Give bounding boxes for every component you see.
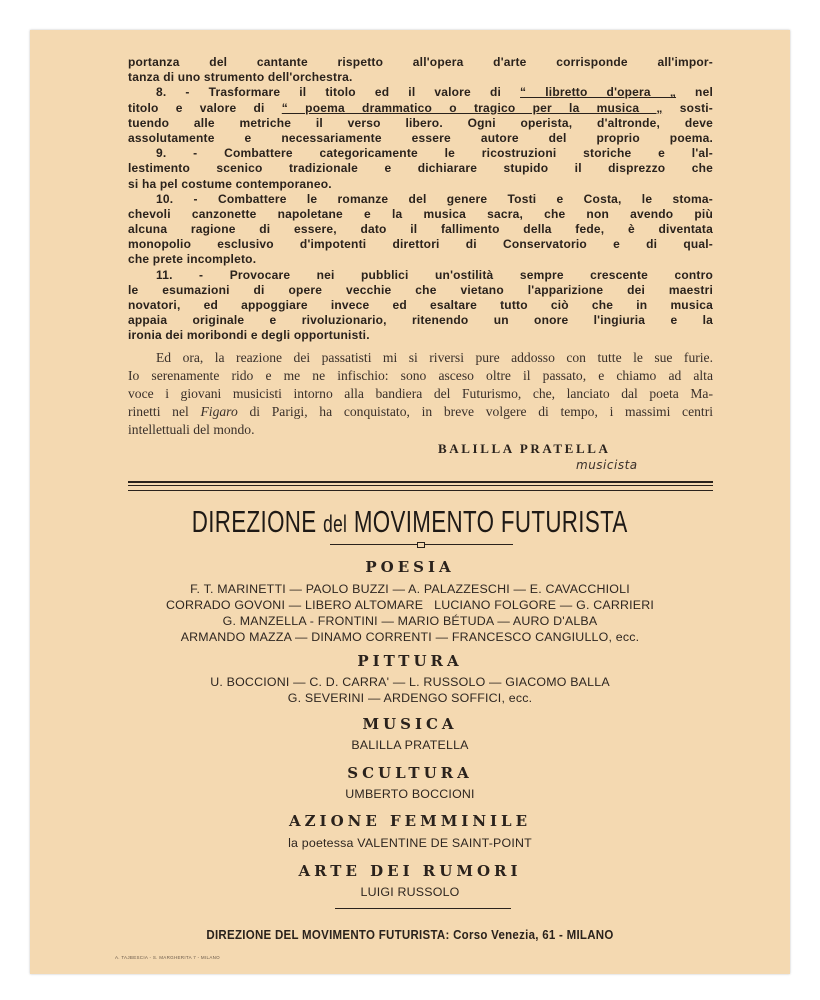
text-line: portanza del cantante rispetto all'opera d'arte corrisponde all'impor- bbox=[128, 55, 713, 69]
section-heading: POESIA bbox=[365, 558, 455, 576]
section-heading: ARTE DEI RUMORI bbox=[298, 862, 522, 880]
member-names: ARMANDO MAZZA — DINAMO CORRENTI — FRANCESCO CANGIULLO, ecc. bbox=[180, 630, 640, 644]
footer-address-wrap bbox=[0, 927, 820, 943]
text-line: lestimento scenico tradizionale e dichiarare stupido il disprezzo che bbox=[128, 161, 713, 176]
member-names: CORRADO GOVONI — LIBERO ALTOMARE LUCIANO FOLGORE — G. CARRIERI bbox=[165, 598, 655, 612]
closing-paragraph bbox=[128, 349, 713, 439]
text-line: assolutamente e necessariamente essere autore del proprio poema. bbox=[128, 130, 713, 145]
text-line: le esumazioni di opere vecchie che vietano l'apparizione dei maestri bbox=[128, 282, 713, 297]
text-line: 10. - Combattere le romanze del genere Tosti e Costa, le stoma- bbox=[156, 191, 713, 206]
section-heading: MUSICA bbox=[362, 715, 458, 733]
member-names: UMBERTO BOCCIONI bbox=[345, 787, 475, 801]
text-line: chevoli canzonette napoletane e la musica sacra, che non avendo più bbox=[128, 206, 713, 221]
footer-divider bbox=[335, 908, 511, 909]
text-line: alcuna ragione di essere, dato il fallimento della fede, è diventata bbox=[128, 222, 713, 237]
text-line: 11. - Provocare nei pubblici un'ostilità sempre crescente contro bbox=[156, 267, 713, 282]
double-rule-divider bbox=[128, 481, 713, 491]
member-names: la poetessa VALENTINE DE SAINT-POINT bbox=[288, 836, 532, 850]
member-names: U. BOCCIONI — C. D. CARRA' — L. RUSSOLO — GIACOMO BALLA bbox=[210, 675, 610, 689]
text-line: ironia dei moribondi e degli opportunisti. bbox=[128, 328, 370, 343]
title-part: MOVIMENTO FUTURISTA bbox=[354, 504, 628, 539]
text-line: voce i giovani musicisti intorno alla bandiera del Futurismo, che, lanciato dal poeta Ma- bbox=[128, 386, 713, 401]
text-line: 8. - Trasformare il titolo ed il valore di “ libretto d'opera „ nel bbox=[156, 85, 713, 100]
text-line: Ed ora, la reazione dei passatisti mi si riversi pure addosso con tutte le sue furie. bbox=[156, 350, 713, 365]
member-names: G. MANZELLA - FRONTINI — MARIO BÉTUDA — AURO D'ALBA bbox=[222, 614, 598, 628]
text-line: si ha pel costume contemporaneo. bbox=[128, 176, 332, 191]
text-line: rinetti nel Figaro di Parigi, ha conquistato, in breve volgere di tempo, i massimi centri bbox=[128, 404, 713, 419]
title-divider bbox=[330, 544, 513, 545]
text-line: tanza di uno strumento dell'orchestra. bbox=[128, 70, 353, 85]
text-line: monopolio esclusivo d'impotenti direttori di Conservatorio e di qual- bbox=[128, 237, 713, 252]
text-line: titolo e valore di “ poema drammatico o tragico per la musica „ sosti- bbox=[128, 100, 713, 115]
title-part: del bbox=[323, 511, 348, 538]
signature-role: musicista bbox=[576, 458, 638, 472]
text-line: che prete incompleto. bbox=[128, 252, 257, 267]
signature: BALILLA PRATELLA bbox=[438, 441, 611, 456]
text-line: novatori, ed appoggiare invece ed esaltare tutto ciò che in musica bbox=[128, 298, 713, 312]
member-names: F. T. MARINETTI — PAOLO BUZZI — A. PALAZZESCHI — E. CAVACCHIOLI bbox=[190, 582, 630, 596]
text-line: tuendo alle metriche il verso libero. Ogni operista, d'altronde, deve bbox=[128, 115, 713, 130]
text-line: intellettuali del mondo. bbox=[128, 422, 255, 437]
printer-imprint: A. TAJBESCIA - S. MARGHERITA 7 - MILANO bbox=[115, 955, 220, 960]
manifesto-points bbox=[128, 55, 713, 344]
text-line: Io serenamente rido e me ne infischio: sono asceso oltre il passato, e chiamo ad alta bbox=[128, 368, 713, 383]
section-heading: PITTURA bbox=[357, 652, 463, 670]
section-heading: AZIONE FEMMINILE bbox=[288, 812, 532, 830]
text-line: 9. - Combattere categoricamente le ricostruzioni storiche e l'al- bbox=[156, 146, 713, 161]
member-names: G. SEVERINI — ARDENGO SOFFICI, ecc. bbox=[287, 691, 533, 705]
section-heading: SCULTURA bbox=[347, 764, 473, 782]
footer-address: DIREZIONE DEL MOVIMENTO FUTURISTA: Corso Venezia, 61 - MILANO bbox=[206, 928, 614, 942]
direction-title bbox=[0, 504, 820, 546]
title-part: DIREZIONE bbox=[192, 504, 317, 539]
text-line: appaia originale e rivoluzionario, ritenendo un onore l'ingiuria e la bbox=[128, 313, 713, 328]
member-names: LUIGI RUSSOLO bbox=[360, 885, 460, 899]
member-names: BALILLA PRATELLA bbox=[351, 738, 469, 752]
